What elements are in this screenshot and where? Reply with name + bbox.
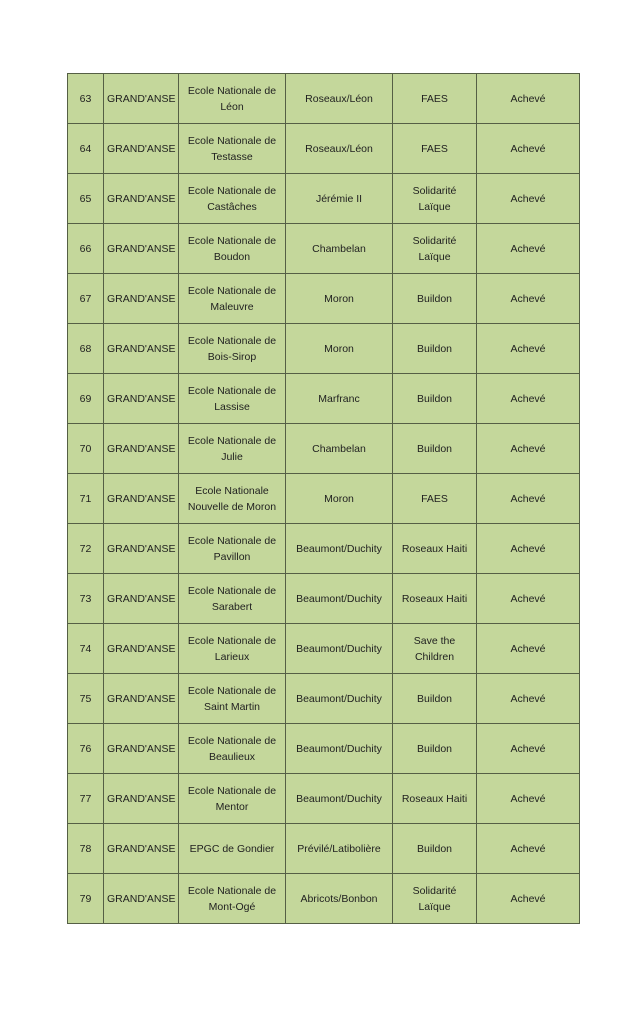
department-cell: GRAND'ANSE (104, 524, 179, 574)
table-row (68, 624, 580, 674)
row-number-cell: 78 (68, 824, 104, 874)
commune-cell: Marfranc (286, 374, 393, 424)
commune-cell: Moron (286, 274, 393, 324)
commune-cell: Beaumont/Duchity (286, 624, 393, 674)
status-cell: Achevé (477, 74, 580, 124)
partner-cell: Buildon (393, 274, 477, 324)
commune-cell: Chambelan (286, 224, 393, 274)
table-row (68, 324, 580, 374)
status-cell: Achevé (477, 824, 580, 874)
commune-cell: Beaumont/Duchity (286, 574, 393, 624)
commune-cell: Moron (286, 474, 393, 524)
department-cell: GRAND'ANSE (104, 474, 179, 524)
partner-cell: FAES (393, 74, 477, 124)
school-name-cell: Ecole Nationale de Lassise (179, 374, 286, 424)
table-row (68, 774, 580, 824)
table-row (68, 724, 580, 774)
table-row (68, 174, 580, 224)
department-cell: GRAND'ANSE (104, 424, 179, 474)
department-cell: GRAND'ANSE (104, 774, 179, 824)
partner-cell: Buildon (393, 424, 477, 474)
row-number-cell: 70 (68, 424, 104, 474)
status-cell: Achevé (477, 424, 580, 474)
school-name-cell: Ecole Nationale de Léon (179, 74, 286, 124)
partner-cell: Solidarité Laïque (393, 174, 477, 224)
table-row (68, 574, 580, 624)
schools-table (67, 73, 580, 924)
table-row (68, 124, 580, 174)
row-number-cell: 72 (68, 524, 104, 574)
row-number-cell: 64 (68, 124, 104, 174)
row-number-cell: 71 (68, 474, 104, 524)
department-cell: GRAND'ANSE (104, 724, 179, 774)
table-row (68, 74, 580, 124)
table-row (68, 374, 580, 424)
status-cell: Achevé (477, 474, 580, 524)
school-name-cell: Ecole Nationale de Beaulieux (179, 724, 286, 774)
row-number-cell: 69 (68, 374, 104, 424)
row-number-cell: 77 (68, 774, 104, 824)
school-name-cell: Ecole Nationale de Testasse (179, 124, 286, 174)
commune-cell: Roseaux/Léon (286, 124, 393, 174)
status-cell: Achevé (477, 124, 580, 174)
table-row (68, 224, 580, 274)
department-cell: GRAND'ANSE (104, 574, 179, 624)
school-name-cell: Ecole Nationale de Maleuvre (179, 274, 286, 324)
department-cell: GRAND'ANSE (104, 174, 179, 224)
status-cell: Achevé (477, 324, 580, 374)
school-name-cell: Ecole Nationale de Julie (179, 424, 286, 474)
commune-cell: Moron (286, 324, 393, 374)
status-cell: Achevé (477, 624, 580, 674)
partner-cell: Roseaux Haiti (393, 524, 477, 574)
row-number-cell: 63 (68, 74, 104, 124)
row-number-cell: 66 (68, 224, 104, 274)
status-cell: Achevé (477, 524, 580, 574)
school-name-cell: Ecole Nationale de Boudon (179, 224, 286, 274)
department-cell: GRAND'ANSE (104, 624, 179, 674)
department-cell: GRAND'ANSE (104, 224, 179, 274)
partner-cell: Buildon (393, 824, 477, 874)
department-cell: GRAND'ANSE (104, 274, 179, 324)
table-row (68, 424, 580, 474)
partner-cell: Solidarité Laïque (393, 224, 477, 274)
partner-cell: Roseaux Haiti (393, 574, 477, 624)
commune-cell: Prévilé/Latibolière (286, 824, 393, 874)
partner-cell: FAES (393, 474, 477, 524)
school-name-cell: Ecole Nationale de Mentor (179, 774, 286, 824)
status-cell: Achevé (477, 274, 580, 324)
row-number-cell: 79 (68, 874, 104, 924)
status-cell: Achevé (477, 224, 580, 274)
school-name-cell: Ecole Nationale de Larieux (179, 624, 286, 674)
school-name-cell: Ecole Nationale de Bois-Sirop (179, 324, 286, 374)
status-cell: Achevé (477, 874, 580, 924)
table-row (68, 274, 580, 324)
commune-cell: Chambelan (286, 424, 393, 474)
department-cell: GRAND'ANSE (104, 824, 179, 874)
row-number-cell: 73 (68, 574, 104, 624)
school-name-cell: Ecole Nationale de Saint Martin (179, 674, 286, 724)
table-row (68, 824, 580, 874)
commune-cell: Jérémie II (286, 174, 393, 224)
commune-cell: Abricots/Bonbon (286, 874, 393, 924)
commune-cell: Roseaux/Léon (286, 74, 393, 124)
school-name-cell: Ecole Nationale de Sarabert (179, 574, 286, 624)
department-cell: GRAND'ANSE (104, 74, 179, 124)
table-row (68, 524, 580, 574)
schools-table-body (68, 74, 580, 924)
school-name-cell: Ecole Nationale Nouvelle de Moron (179, 474, 286, 524)
commune-cell: Beaumont/Duchity (286, 674, 393, 724)
table-row (68, 474, 580, 524)
table-row (68, 674, 580, 724)
row-number-cell: 75 (68, 674, 104, 724)
status-cell: Achevé (477, 174, 580, 224)
row-number-cell: 67 (68, 274, 104, 324)
partner-cell: Buildon (393, 374, 477, 424)
school-name-cell: Ecole Nationale de Pavillon (179, 524, 286, 574)
school-name-cell: EPGC de Gondier (179, 824, 286, 874)
status-cell: Achevé (477, 724, 580, 774)
department-cell: GRAND'ANSE (104, 324, 179, 374)
department-cell: GRAND'ANSE (104, 674, 179, 724)
status-cell: Achevé (477, 374, 580, 424)
row-number-cell: 68 (68, 324, 104, 374)
partner-cell: Solidarité Laïque (393, 874, 477, 924)
partner-cell: Buildon (393, 324, 477, 374)
commune-cell: Beaumont/Duchity (286, 774, 393, 824)
row-number-cell: 74 (68, 624, 104, 674)
status-cell: Achevé (477, 674, 580, 724)
partner-cell: Buildon (393, 674, 477, 724)
department-cell: GRAND'ANSE (104, 374, 179, 424)
status-cell: Achevé (477, 774, 580, 824)
status-cell: Achevé (477, 574, 580, 624)
row-number-cell: 76 (68, 724, 104, 774)
school-name-cell: Ecole Nationale de Castâches (179, 174, 286, 224)
department-cell: GRAND'ANSE (104, 874, 179, 924)
table-row (68, 874, 580, 924)
department-cell: GRAND'ANSE (104, 124, 179, 174)
row-number-cell: 65 (68, 174, 104, 224)
partner-cell: Save the Children (393, 624, 477, 674)
school-name-cell: Ecole Nationale de Mont-Ogé (179, 874, 286, 924)
partner-cell: Buildon (393, 724, 477, 774)
partner-cell: Roseaux Haiti (393, 774, 477, 824)
commune-cell: Beaumont/Duchity (286, 724, 393, 774)
commune-cell: Beaumont/Duchity (286, 524, 393, 574)
partner-cell: FAES (393, 124, 477, 174)
